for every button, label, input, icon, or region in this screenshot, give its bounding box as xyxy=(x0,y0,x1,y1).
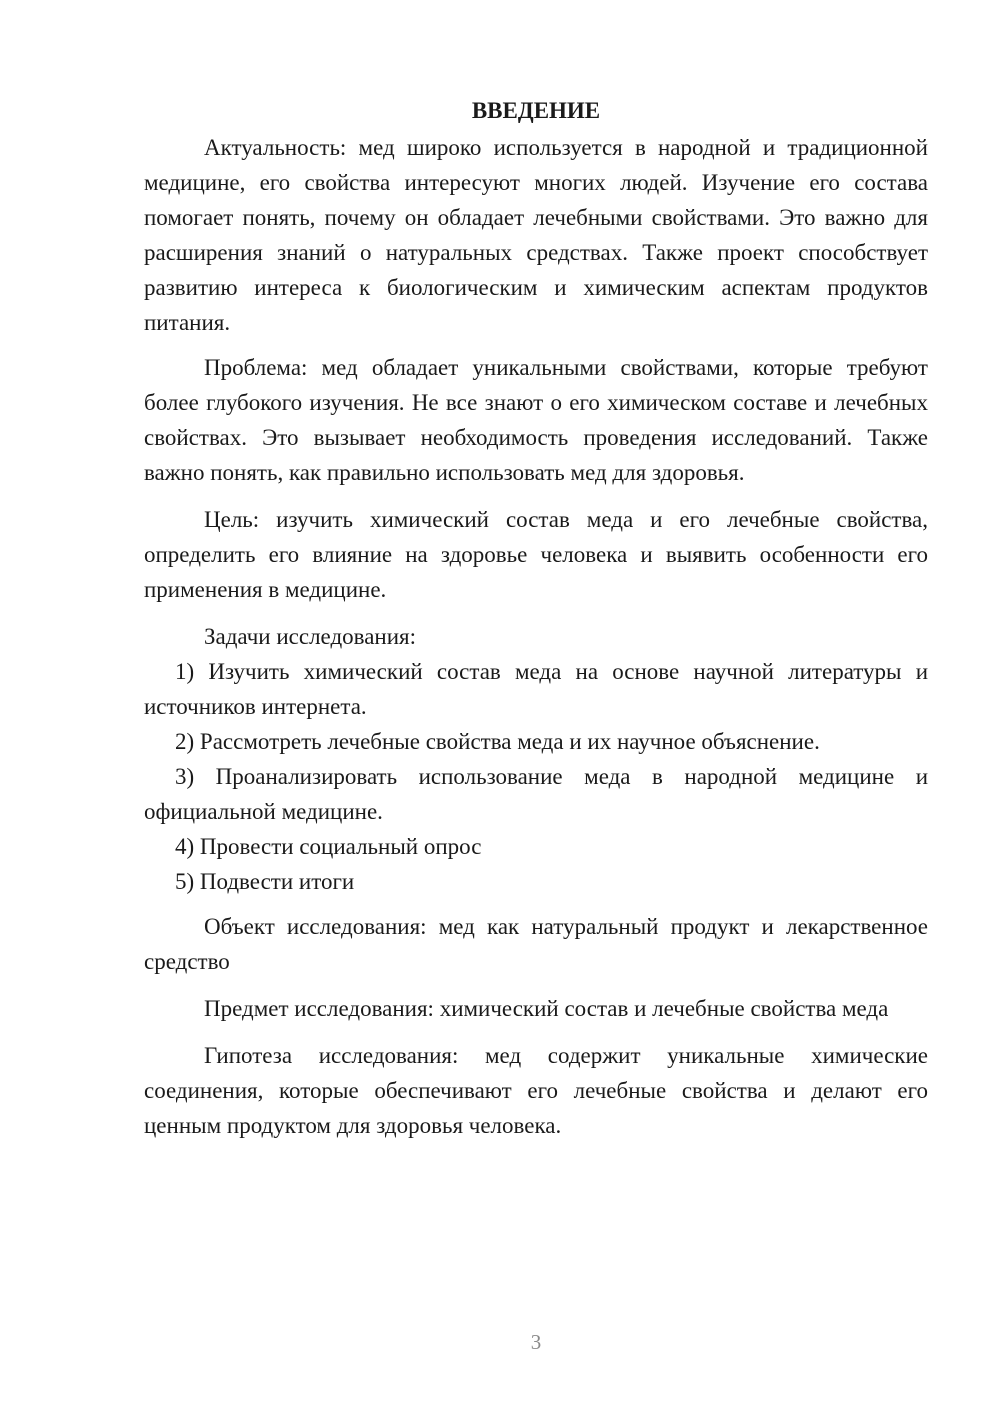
paragraph-hypothesis: Гипотеза исследования: мед содержит уникальные химические соединения, которые обеспечивают его лечебные свойства и делают его ценным продуктом для здоровья человека. xyxy=(144,1043,928,1138)
task-item: 5) Подвести итоги xyxy=(175,869,355,894)
task-item: 2) Рассмотреть лечебные свойства меда и их научное объяснение. xyxy=(175,729,820,754)
tasks-list xyxy=(144,654,928,899)
paragraph-goal: Цель: изучить химический состав меда и его лечебные свойства, определить его влияние на здоровье человека и выявить особенности его применения в медицине. xyxy=(144,507,928,602)
section-heading: ВВЕДЕНИЕ xyxy=(471,98,601,123)
task-item: 3) Проанализировать использование меда в народной медицине и официальной медицине. xyxy=(144,764,928,824)
paragraph-object: Объект исследования: мед как натуральный продукт и лекарственное средство xyxy=(144,914,928,974)
paragraph-subject: Предмет исследования: химический состав и лечебные свойства меда xyxy=(204,996,889,1021)
task-item: 1) Изучить химический состав меда на основе научной литературы и источников интернета. xyxy=(144,659,928,719)
paragraph-relevance: Актуальность: мед широко используется в народной и традиционной медицине, его свойства интересуют многих людей. Изучение его состава помогает понять, почему он обладает лечебными свойствами. Это важно для расширения знаний о натуральных средствах. Также проект способствует развитию интереса к биологическим и химическим аспектам продуктов питания. xyxy=(144,135,928,335)
page-content xyxy=(144,92,928,1143)
tasks-heading: Задачи исследования: xyxy=(204,624,417,649)
page-number: 3 xyxy=(530,1330,542,1354)
task-item: 4) Провести социальный опрос xyxy=(175,834,482,859)
paragraph-problem: Проблема: мед обладает уникальными свойствами, которые требуют более глубокого изучения. Не все знают о его химическом составе и лечебных свойствах. Это вызывает необходимость проведения исследований. Также важно понять, как правильно использовать мед для здоровья. xyxy=(144,355,928,485)
